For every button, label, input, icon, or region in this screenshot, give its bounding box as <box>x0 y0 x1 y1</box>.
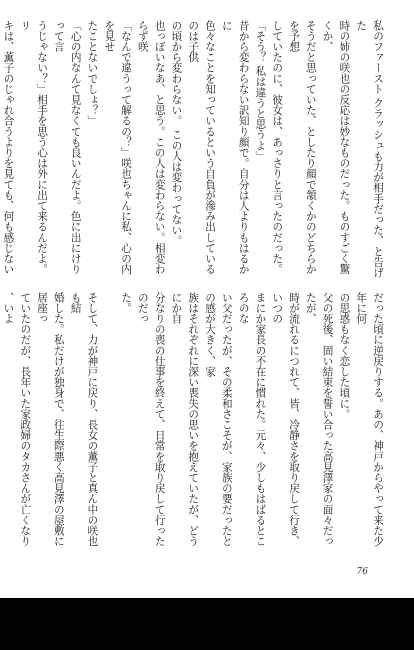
text-line: そして、力が神戸に戻り、長女の薫子と真ん中の咲也も結 <box>69 292 99 547</box>
text-line: 婚した。私だけが独身で、往生際悪く高見澤の屋敷に居座っ <box>36 292 65 547</box>
blank-line <box>100 292 117 554</box>
text-block-lower <box>2 292 386 554</box>
text-line: まにか家長の不在に慣れた。元々、少しもはばるところのな <box>237 292 267 547</box>
text-line: の頃から変わらない。 この人は変わってない。 <box>170 20 183 246</box>
text-line: 也っぽいなあ、と思う。この人は変わらない。相変わらず咲 <box>136 20 166 275</box>
text-line: 父の死後、固い結束を誓い合った高見澤家の面々だったが、 <box>304 292 334 547</box>
text-line: うじゃない？」相手を思う心は外に出て来るんだよ。リ <box>19 20 49 275</box>
text-line: 時が流れるにつれて、皆、冷静さを取り戻して行き、いつの <box>271 292 301 547</box>
text-line: の思惑もなく恋した頃に。 <box>338 292 351 420</box>
text-line: 族はそれぞれに深い喪失の思いを抱えていたが、どうにか自 <box>170 292 200 547</box>
text-line: 時の姉の咲也の反応は妙なものだった。ものすごく驚くか、 <box>321 20 351 275</box>
text-block-upper <box>2 20 386 282</box>
text-line: 色々なことを知っているという自負が滲み出しているのは子供 <box>187 20 217 275</box>
text-line: ていたのだが、長年いた家政婦のタカさんが亡くなり、いよ <box>2 292 32 547</box>
text-line: 昔から変わらない訳知り顔で。自分は人よりもはるかに <box>220 20 250 275</box>
text-line: だった頃に逆戻りする。あの、神戸からやって来た少年に何 <box>355 292 384 547</box>
text-line: 私のファースト クラッシュも力が相手だった、と告げた <box>355 20 384 278</box>
text-line: 「そう？ 私は違うと思うよ」 <box>254 20 267 162</box>
text-line: そうだと思っていた、としたり顔で頷くかのどちらかを予想 <box>288 20 317 275</box>
page-number: 76 <box>356 567 368 577</box>
text-line: 「心の内なんて見なくても良いんだよ。色に出にけりって言 <box>52 20 82 275</box>
text-line: 「なんで違うって解るの？」咲也ちゃんに私、心の内を見せ <box>103 20 133 275</box>
text-line: キは、薫子のじゃれ合うよりを見ても、何も感じない <box>2 20 15 275</box>
text-line: た。 <box>120 292 133 314</box>
text-line: い父だったが、その柔和さこそが、家族の要だったとの感が大きく、家 <box>204 292 233 547</box>
text-line: していたのに、彼女は、あっさりと言ったのだった。 <box>271 20 284 275</box>
text-line: 分なりの喪の仕事を終えて、日常を取り戻して行ったのだっ <box>136 292 166 547</box>
text-line: たことないでしょ？」 <box>86 20 99 126</box>
